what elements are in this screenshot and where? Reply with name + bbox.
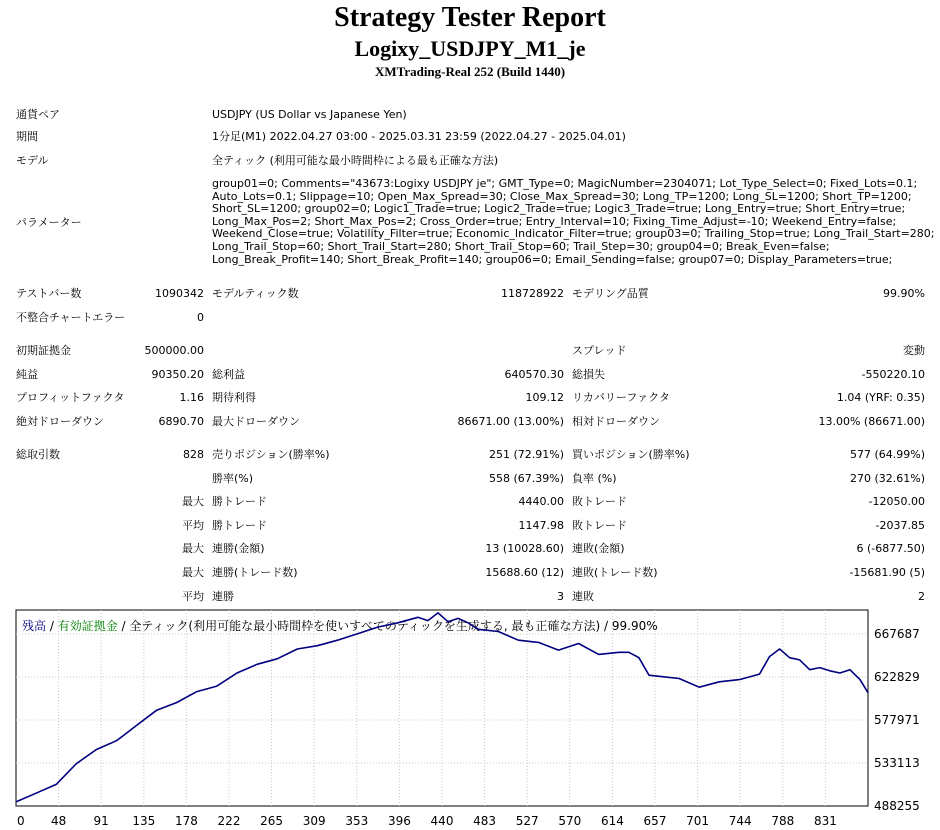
x-tick-label: 440 xyxy=(430,814,454,828)
y-tick-label: 488255 xyxy=(874,799,920,813)
x-tick-label: 788 xyxy=(771,814,795,828)
abs-dd-value: 6890.70 xyxy=(158,415,204,428)
params-value xyxy=(212,177,935,266)
x-tick-label: 309 xyxy=(302,814,326,828)
avg-loss-value: -2037.85 xyxy=(875,519,925,532)
short-pos-value: 251 (72.91%) xyxy=(488,448,564,461)
spread-label: スプレッド xyxy=(572,344,627,357)
x-tick-label: 135 xyxy=(132,814,156,828)
avg-loss-label: 敗トレード xyxy=(572,519,627,532)
max-dd-value: 86671.00 (13.00%) xyxy=(457,415,564,428)
net-value: 90350.20 xyxy=(151,368,204,381)
avg-consec-loss-label: 連敗 xyxy=(572,590,594,603)
x-tick-label: 353 xyxy=(345,814,369,828)
server-build: XMTrading-Real 252 (Build 1440) xyxy=(374,64,566,79)
x-tick-label: 178 xyxy=(174,814,198,828)
recovery-value: 1.04 (YRF: 0.35) xyxy=(836,391,925,404)
x-tick-label: 265 xyxy=(260,814,284,828)
gross-loss-label: 総損失 xyxy=(572,368,605,381)
x-tick-label: 657 xyxy=(643,814,667,828)
x-tick-label: 0 xyxy=(17,814,25,828)
largest-loss-value: -12050.00 xyxy=(868,495,925,508)
y-axis-ticks xyxy=(874,627,920,813)
max-consec-win-cnt-label: 連勝(トレード数) xyxy=(212,566,298,579)
max-consec-win-cnt-value: 15688.60 (12) xyxy=(485,566,564,579)
x-tick-label: 831 xyxy=(813,814,837,828)
deposit-label: 初期証拠金 xyxy=(16,344,71,357)
bars-label: テストバー数 xyxy=(16,287,82,300)
long-pos-value: 577 (64.99%) xyxy=(849,448,925,461)
period-label: 期間 xyxy=(16,130,38,143)
y-tick-label: 577971 xyxy=(874,713,920,727)
mismatch-value: 0 xyxy=(197,311,204,324)
abs-dd-label: 絶対ドローダウン xyxy=(16,415,104,428)
max-consec-loss-cnt-label: 連敗(トレード数) xyxy=(572,566,658,579)
net-label: 純益 xyxy=(16,368,38,381)
ticks-value: 118728922 xyxy=(501,287,564,300)
params-line: Short_SL=1200; group02=0; Logic1_Trade=true; Logic2_Trade=true; Logic3_Trade=true; Long_Entry=true; Short_Entry=true; xyxy=(212,202,906,216)
gross-profit-value: 640570.30 xyxy=(504,368,564,381)
x-tick-label: 396 xyxy=(387,814,411,828)
rel-dd-value: 13.00% (86671.00) xyxy=(818,415,925,428)
period-value: 1分足(M1) 2022.04.27 03:00 - 2025.03.31 23:59 (2022.04.27 - 2025.04.01) xyxy=(212,130,626,143)
gross-loss-value: -550220.10 xyxy=(861,368,925,381)
legend-balance: 残高 xyxy=(22,619,47,633)
loss-rate-label: 負率 (%) xyxy=(572,472,617,485)
pf-value: 1.16 xyxy=(179,391,204,404)
quality-label: モデリング品質 xyxy=(572,287,649,300)
symbol-value: USDJPY (US Dollar vs Japanese Yen) xyxy=(212,108,407,121)
largest-win-value: 4440.00 xyxy=(518,495,564,508)
x-axis-ticks xyxy=(17,814,837,828)
params-line: Long_Trail_Stop=60; Short_Trail_Start=280; Short_Trail_Stop=60; Trail_Step=30; group04=0; Break_Even=false; xyxy=(212,239,830,253)
avg-label: 平均 xyxy=(182,590,204,603)
largest-loss-label: 敗トレード xyxy=(572,495,627,508)
chart-legend xyxy=(22,618,658,633)
ea-name: Logixy_USDJPY_M1_je xyxy=(354,36,586,61)
params-line: Long_Break_Profit=140; Short_Break_Profit=140; group06=0; Email_Sending=false; group07=0; Display_Parameters=true; xyxy=(212,252,893,266)
pf-label: プロフィットファクタ xyxy=(16,391,125,404)
x-tick-label: 91 xyxy=(93,814,109,828)
balance-chart xyxy=(0,608,940,830)
max-consec-win-amt-label: 連勝(金額) xyxy=(212,542,265,555)
long-pos-label: 買いポジション(勝率%) xyxy=(572,448,690,461)
plot-frame xyxy=(16,610,868,806)
max-label: 最大 xyxy=(182,495,204,508)
max-consec-loss-amt-label: 連敗(金額) xyxy=(572,542,625,555)
max-label: 最大 xyxy=(182,542,204,555)
x-tick-label: 527 xyxy=(515,814,539,828)
params-line: group01=0; Comments="43673:Logixy USDJPY je"; GMT_Type=0; MagicNumber=2304071; Lot_Type_Select=0; Fixed_Lots=0.1; xyxy=(212,177,918,190)
expected-label: 期待利得 xyxy=(212,391,256,404)
expected-value: 109.12 xyxy=(525,391,564,404)
largest-win-label: 勝トレード xyxy=(212,495,267,508)
total-trades-label: 総取引数 xyxy=(16,448,60,461)
params-line: Long_Max_Pos=2; Short_Max_Pos=2; Cross_Order=true; Entry_Interval=10; Fixing_Time_Adjust=-10; Weekend_Entry=false; xyxy=(212,214,897,228)
avg-consec-loss-value: 2 xyxy=(918,590,925,603)
ticks-label: モデルティック数 xyxy=(212,287,299,300)
x-tick-label: 701 xyxy=(686,814,710,828)
recovery-label: リカバリーファクタ xyxy=(572,391,670,404)
x-tick-label: 222 xyxy=(217,814,241,828)
avg-consec-win-label: 連勝 xyxy=(212,590,234,603)
params-line: Weekend_Close=true; Volatility_Filter=true; Economic_Indicator_Filter=true; group03=0; Trailing_Stop=true; Long_Trail_Start=280; xyxy=(212,227,935,241)
avg-consec-win-value: 3 xyxy=(557,590,564,603)
x-tick-label: 614 xyxy=(600,814,624,828)
x-tick-label: 570 xyxy=(558,814,582,828)
gross-profit-label: 総利益 xyxy=(212,368,245,381)
y-tick-label: 667687 xyxy=(874,627,920,641)
y-tick-label: 533113 xyxy=(874,756,920,770)
params-line: Auto_Lots=0.1; Slippage=10; Open_Max_Spread=30; Close_Max_Spread=30; Long_TP=1200; Long_SL=1200; Short_TP=1200; xyxy=(212,189,912,203)
avg-win-label: 勝トレード xyxy=(212,519,267,532)
win-rate-value: 558 (67.39%) xyxy=(488,472,564,485)
rel-dd-label: 相対ドローダウン xyxy=(572,415,660,428)
model-label: モデル xyxy=(16,154,49,167)
x-tick-label: 744 xyxy=(728,814,752,828)
report-title: Strategy Tester Report xyxy=(334,2,606,33)
y-tick-label: 622829 xyxy=(874,670,920,684)
total-trades-value: 828 xyxy=(183,448,204,461)
avg-win-value: 1147.98 xyxy=(518,519,564,532)
legend-equity: 有効証拠金 xyxy=(57,619,118,633)
mismatch-label: 不整合チャートエラー xyxy=(16,311,126,324)
params-label: パラメーター xyxy=(16,216,82,229)
legend-separator: / xyxy=(46,619,58,633)
max-consec-loss-amt-value: 6 (-6877.50) xyxy=(856,542,925,555)
quality-value: 99.90% xyxy=(883,287,925,300)
max-consec-win-amt-value: 13 (10028.60) xyxy=(485,542,564,555)
avg-label: 平均 xyxy=(182,519,204,532)
deposit-value: 500000.00 xyxy=(144,344,204,357)
win-rate-label: 勝率(%) xyxy=(212,472,254,485)
max-dd-label: 最大ドローダウン xyxy=(212,415,300,428)
short-pos-label: 売りポジション(勝率%) xyxy=(212,448,330,461)
loss-rate-value: 270 (32.61%) xyxy=(849,472,925,485)
bars-value: 1090342 xyxy=(155,287,204,300)
x-tick-label: 483 xyxy=(473,814,497,828)
spread-value: 変動 xyxy=(903,344,925,357)
max-label: 最大 xyxy=(182,566,204,579)
symbol-label: 通貨ペア xyxy=(16,108,60,121)
legend-description: / 全ティック(利用可能な最小時間枠を使いすべてのティックを生成する, 最も正確な方法) / 99.90% xyxy=(117,619,658,633)
max-consec-loss-cnt-value: -15681.90 (5) xyxy=(849,566,925,579)
model-value: 全ティック (利用可能な最小時間枠による最も正確な方法) xyxy=(212,154,499,167)
x-tick-label: 48 xyxy=(50,814,67,828)
